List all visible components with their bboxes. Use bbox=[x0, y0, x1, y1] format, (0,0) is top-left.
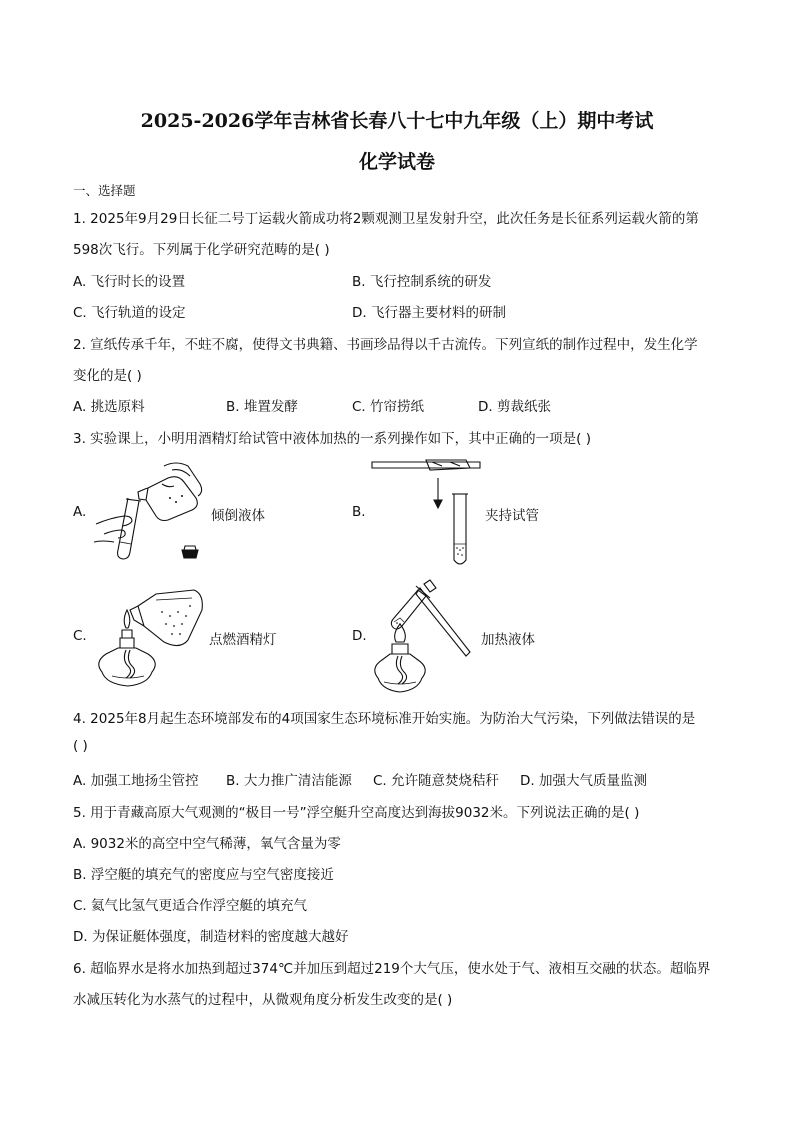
question-3-option-c-label: 点燃酒精灯 bbox=[209, 632, 277, 648]
question-5-option-c[interactable]: C. 氦气比氢气更适合作浮空艇的填充气 bbox=[73, 898, 308, 914]
question-1-line-2: 598次飞行。下列属于化学研究范畴的是( ) bbox=[73, 242, 330, 258]
question-4-option-b[interactable]: B. 大力推广清洁能源 bbox=[226, 773, 352, 789]
question-6-line-2: 水减压转化为水蒸气的过程中，从微观角度分析发生改变的是( ) bbox=[73, 992, 453, 1008]
question-2-option-c[interactable]: C. 竹帘捞纸 bbox=[352, 399, 425, 415]
question-6-line-1: 6. 超临界水是将水加热到超过374℃并加压到超过219个大气压，使水处于气、液相互交融的状态。超临界 bbox=[73, 961, 711, 977]
question-1-option-d[interactable]: D. 飞行器主要材料的研制 bbox=[352, 305, 506, 321]
clamp-tube-figure[interactable] bbox=[370, 458, 482, 568]
question-3-line-1: 3. 实验课上，小明用酒精灯给试管中液体加热的一系列操作如下，其中正确的一项是( ) bbox=[73, 431, 591, 447]
question-4-line-2: ( ) bbox=[73, 738, 88, 754]
section-heading: 一、选择题 bbox=[73, 183, 136, 198]
question-2-line-2: 变化的是( ) bbox=[73, 368, 142, 384]
question-2-option-d[interactable]: D. 剪裁纸张 bbox=[478, 399, 551, 415]
question-1-line-1: 1. 2025年9月29日长征二号丁运载火箭成功将2颗观测卫星发射升空，此次任务是长征系列运载火箭的第 bbox=[73, 211, 699, 227]
question-1-option-c[interactable]: C. 飞行轨道的设定 bbox=[73, 305, 186, 321]
light-alcohol-lamp-figure[interactable] bbox=[92, 580, 210, 698]
question-5-option-a[interactable]: A. 9032米的高空中空气稀薄，氧气含量为零 bbox=[73, 836, 341, 852]
question-1-option-a[interactable]: A. 飞行时长的设置 bbox=[73, 274, 186, 290]
pour-liquid-figure[interactable] bbox=[92, 458, 207, 563]
question-3-option-b-letter[interactable]: B. bbox=[352, 504, 366, 520]
question-4-option-c[interactable]: C. 允许随意焚烧秸秆 bbox=[373, 773, 500, 789]
question-2-option-a[interactable]: A. 挑选原料 bbox=[73, 399, 145, 415]
question-5-option-d[interactable]: D. 为保证艇体强度，制造材料的密度越大越好 bbox=[73, 929, 349, 945]
question-1-option-b[interactable]: B. 飞行控制系统的研发 bbox=[352, 274, 492, 290]
question-4-option-a[interactable]: A. 加强工地扬尘管控 bbox=[73, 773, 199, 789]
question-5-line-1: 5. 用于青藏高原大气观测的“极目一号”浮空艇升空高度达到海拔9032米。下列说法正确的是( ) bbox=[73, 805, 640, 821]
question-2-line-1: 2. 宣纸传承千年，不蛀不腐，使得文书典籍、书画珍品得以千古流传。下列宣纸的制作过程中，发生化学 bbox=[73, 337, 698, 353]
question-3-option-a-letter[interactable]: A. bbox=[73, 504, 87, 520]
exam-title: 2025-2026学年吉林省长春八十七中九年级（上）期中考试 bbox=[140, 110, 654, 132]
question-4-option-d[interactable]: D. 加强大气质量监测 bbox=[520, 773, 647, 789]
exam-subtitle: 化学试卷 bbox=[358, 151, 435, 173]
heat-liquid-figure[interactable] bbox=[370, 578, 478, 696]
question-3-option-b-label: 夹持试管 bbox=[485, 508, 539, 524]
question-3-option-d-letter[interactable]: D. bbox=[352, 628, 367, 644]
question-3-option-c-letter[interactable]: C. bbox=[73, 628, 87, 644]
question-5-option-b[interactable]: B. 浮空艇的填充气的密度应与空气密度接近 bbox=[73, 867, 334, 883]
question-3-option-d-label: 加热液体 bbox=[481, 632, 535, 648]
question-4-line-1: 4. 2025年8月起生态环境部发布的4项国家生态环境标准开始实施。为防治大气污染，下列做法错误的是 bbox=[73, 711, 696, 727]
question-2-option-b[interactable]: B. 堆置发酵 bbox=[226, 399, 298, 415]
question-3-option-a-label: 倾倒液体 bbox=[211, 508, 265, 524]
